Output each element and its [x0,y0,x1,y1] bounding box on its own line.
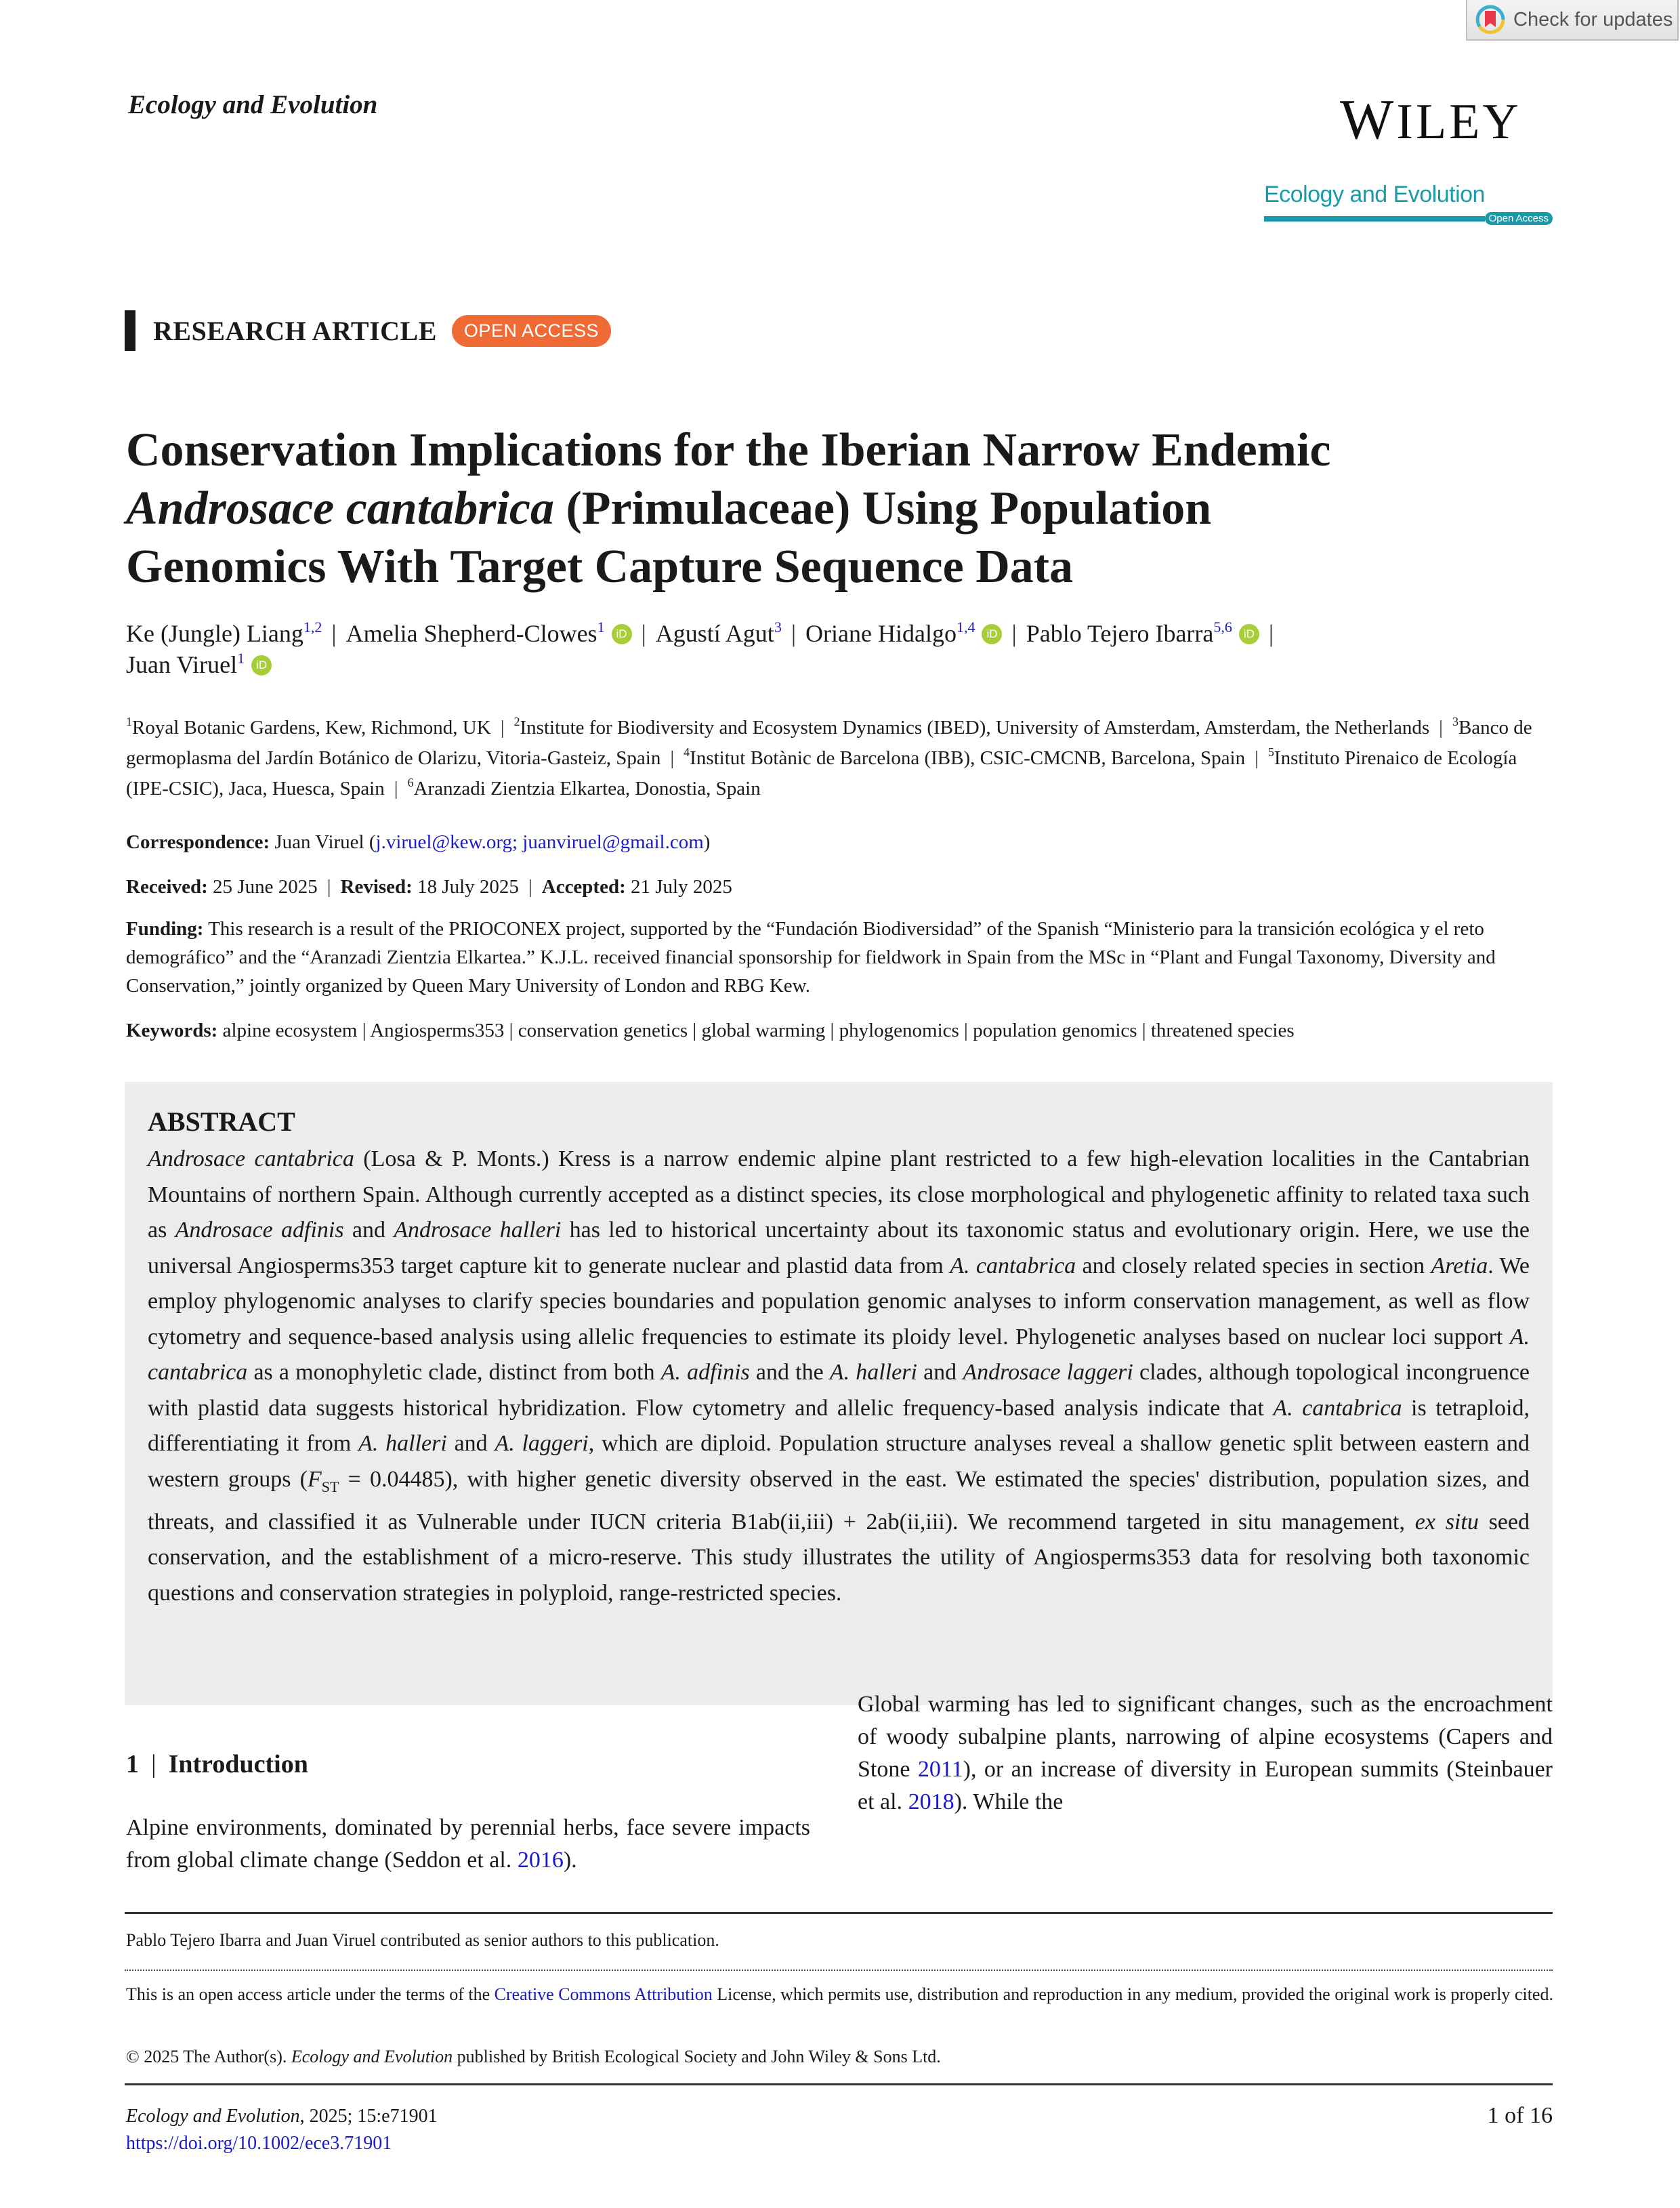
intro-text: Alpine environments, dominated by perennial herbs, face severe impacts from global climate change (Seddon et al. [126,1815,810,1873]
accepted-date: 21 July 2025 [631,876,732,898]
check-for-updates-label: Check for updates [1513,8,1673,30]
author-name: Juan Viruel [126,651,238,678]
footer-volume: , 2025; 15:e71901 [299,2106,438,2127]
keywords-label: Keywords: [126,1020,218,1041]
abstract-italic-run: Androsace adfinis [175,1217,344,1243]
logo-rule [1264,216,1485,222]
abstract-italic-run: A. halleri [358,1431,447,1456]
article-type [125,310,611,351]
abstract-heading: ABSTRACT [148,1106,295,1137]
abstract-run: as a monophyletic clade, distinct from both [247,1360,661,1385]
section-number: 1 [126,1750,139,1778]
abstract-run: , which are diploid. Population structure analyses reveal a shallow genetic split between eastern and western groups ( [148,1431,1530,1492]
title-species: Androsace cantabrica [126,482,554,535]
footer-rule [125,2083,1553,2085]
wiley-logo [1340,87,1521,152]
title-line-2-rest: (Primulaceae) Using Population [553,482,1212,535]
author[interactable] [346,620,632,647]
received-label: Received: [126,876,208,898]
citation-link[interactable]: 2011 [917,1757,963,1782]
journal-logo-bar [1264,212,1553,225]
abstract-box [125,1082,1553,1705]
copyright-note [126,2043,1555,2071]
author-name: Oriane Hidalgo [805,620,957,647]
affiliations [126,713,1555,804]
separator: | [327,876,331,898]
separator: | [791,620,797,647]
article-title [126,421,1562,596]
correspondence-email-link[interactable]: j.viruel@kew.org; juanviruel@gmail.com [375,831,704,853]
funding-text: This research is a result of the PRIOCONEX project, supported by the “Fundación Biodiversidad” of the Spanish “Ministerio para la transición ecológica y el reto demográfico” and the “Aranzadi Zientzia Elkartea.” K.J.L. received financial sponsorship for fieldwork in Spain from the MSc in “Plant and Fungal Taxonomy, Diversity and Conservation,” jointly organized by Queen Mary University of London and RBG Kew. [126,918,1496,997]
cc-license-link[interactable]: Creative Commons Attribution [494,1984,713,2004]
abstract-run: ST [321,1478,339,1495]
article-type-label: RESEARCH ARTICLE [153,315,437,346]
page-number: 1 of 16 [1487,2103,1553,2128]
section-title: Introduction [168,1750,308,1778]
affiliation: Institute for Biodiversity and Ecosystem Dynamics (IBED), University of Amsterdam, Amsterdam, the Netherlands [520,717,1430,738]
author[interactable] [126,651,272,678]
copyright-journal: Ecology and Evolution [291,2047,453,2066]
abstract-italic-run: A. cantabrica [950,1253,1076,1278]
footnote-rule [125,1912,1553,1914]
keyword: threatened species [1150,1020,1295,1041]
abstract-italic-run: Androsace cantabrica [148,1146,354,1171]
footer-journal: Ecology and Evolution [126,2106,300,2127]
abstract-run: and [343,1217,394,1243]
affiliation-ref[interactable]: 1,2 [303,619,322,636]
copyright-text: published by British Ecological Society and John Wiley & Sons Ltd. [453,2047,941,2066]
abstract-italic-run: A. laggeri [495,1431,589,1456]
affiliation-number: 3 [1452,715,1458,728]
title-line-1: Conservation Implications for the Iberian Narrow Endemic [126,424,1331,476]
abstract-run: and closely related species in section [1076,1253,1431,1278]
separator: | [528,876,532,898]
separator: | [670,747,675,769]
abstract-italic-run: A. adfinis [660,1360,750,1385]
abstract-run: and [446,1431,495,1456]
crossmark-icon [1475,5,1505,35]
footer-citation [126,2103,438,2157]
author[interactable] [656,620,782,647]
keyword: alpine ecosystem [222,1020,358,1041]
correspondence-name: Juan Viruel [274,831,364,853]
separator: | [1011,620,1017,647]
keyword: conservation genetics [518,1020,688,1041]
citation-link[interactable]: 2016 [517,1848,564,1873]
affiliation-number: 4 [684,745,690,759]
author-name: Ke (Jungle) Liang [126,620,303,647]
revised-label: Revised: [340,876,413,898]
author[interactable] [1026,620,1259,647]
abstract-run: is tetraploid, differentiating it from [148,1395,1530,1456]
intro-text: ), or an increase of diversity in European summits (Steinbauer et al. [858,1757,1553,1814]
abstract-italic-run: Aretia [1431,1253,1488,1278]
senior-authors-note: Pablo Tejero Ibarra and Juan Viruel contributed as senior authors to this publication. [126,1930,719,1950]
separator: | [331,620,337,647]
journal-logo-text: Ecology and Evolution [1264,182,1485,207]
affiliation-ref[interactable]: 5,6 [1213,619,1232,636]
affiliation-number: 5 [1267,745,1274,759]
intro-text: ). [563,1848,577,1873]
orcid-icon[interactable]: iD [1239,624,1259,644]
abstract-italic-run: Androsace halleri [394,1217,562,1243]
abstract-italic-run: Androsace laggeri [963,1360,1133,1385]
keyword: phylogenomics [839,1020,959,1041]
affiliation: Instituto Pirenaico de Ecología (IPE-CSIC), Jaca, Huesca, Spain [126,747,1517,799]
author-list [126,618,1555,680]
abstract-run: and the [749,1360,830,1385]
abstract-run: seed conservation, and the establishment of a micro-reserve. This study illustrates the utility of Angiosperms353 data for resolving both taxonomic questions and conservation strategies in polyploid, range-restricted species. [148,1509,1530,1606]
copyright-text: © 2025 The Author(s). [126,2047,291,2066]
revised-date: 18 July 2025 [417,876,519,898]
citation-link[interactable]: 2018 [908,1789,954,1814]
intro-column-left [126,1812,810,1877]
separator: | [500,717,505,738]
orcid-icon[interactable]: iD [251,655,272,675]
title-line-3: Genomics With Target Capture Sequence Data [126,541,1074,593]
orcid-icon[interactable]: iD [982,624,1002,644]
wiley-logo-rest: ILEY [1396,94,1521,150]
orcid-icon[interactable]: iD [612,624,632,644]
author[interactable] [126,620,322,647]
affiliation-number: 2 [513,715,520,728]
keyword: Angiosperms353 [370,1020,505,1041]
intro-text: Global warming has led to significant changes, such as the encroachment of woody subalpine plants, narrowing of alpine ecosystems (Capers and Stone [858,1692,1553,1782]
abstract-run: (Losa & P. Monts.) Kress is a narrow endemic alpine plant restricted to a few high-elevation localities in the Cantabrian Mountains of northern Spain. Although currently accepted as a distinct species, its close morphological and phylogenetic affinity to related taxa such as [148,1146,1530,1243]
affiliation-ref[interactable]: 1 [237,650,245,667]
article-type-bar [125,310,135,351]
intro-text: ). While the [954,1789,1064,1814]
footnote-divider [125,1970,1553,1971]
journal-name: Ecology and Evolution [128,90,378,119]
open-access-logo-badge: Open Access [1485,212,1553,225]
abstract-italic-run: A. halleri [829,1360,917,1385]
abstract-run: = 0.04485), with higher genetic diversity observed in the east. We estimated the species' distribution, population sizes, and threats, and classified it as Vulnerable under IUCN criteria B1ab(ii,iii) + 2ab(ii,iii). We recommend targeted in situ management, [148,1466,1530,1535]
abstract-run: has led to historical uncertainty about its taxonomic status and evolutionary origin. Here, we use the universal Angiosperms353 target capture kit to generate nuclear and plastid data from [148,1217,1530,1278]
funding [126,915,1555,1000]
affiliation-ref[interactable]: 1 [597,619,605,636]
separator: | [641,620,646,647]
abstract-run: clades, although topological incongruence with plastid data suggests historical hybridization. Flow cytometry and allelic frequency-based analysis indicate that [148,1360,1530,1421]
license-text: License, which permits use, distribution and reproduction in any medium, provided the original work is properly cited. [712,1984,1553,2004]
separator: | [1255,747,1259,769]
accepted-label: Accepted: [541,876,626,898]
abstract-run: . We employ phylogenomic analyses to clarify species boundaries and population genomic analyses to inform conservation management, as well as flow cytometry and sequence-based analysis using allelic frequencies to estimate its ploidy level. Phylogenetic analyses based on nuclear loci support [148,1253,1530,1350]
correspondence-label: Correspondence: [126,831,270,853]
abstract-italic-run: F [307,1466,322,1492]
author[interactable] [805,620,1002,647]
keyword: global warming [701,1020,826,1041]
wiley-logo-initial: W [1340,88,1397,151]
abstract-italic-run: A. cantabrica [1273,1395,1402,1421]
check-for-updates-button[interactable] [1466,0,1679,41]
abstract-text [148,1142,1530,1611]
license-text: This is an open access article under the terms of the [126,1984,495,2004]
doi-link[interactable]: https://doi.org/10.1002/ece3.71901 [126,2133,392,2154]
keywords: Keywords: alpine ecosystem | Angiosperms353 | conservation genetics | global warming | phylogenomics | population genomics | threatened species [126,1020,1295,1041]
author-name: Pablo Tejero Ibarra [1026,620,1214,647]
license-note [126,1980,1555,2009]
affiliation: Aranzadi Zientzia Elkartea, Donostia, Spain [413,778,761,799]
affiliation: Institut Botànic de Barcelona (IBB), CSIC-CMCNB, Barcelona, Spain [690,747,1246,769]
keyword: population genomics [973,1020,1137,1041]
separator: | [1268,620,1274,647]
correspondence: Correspondence: Juan Viruel (j.viruel@kew.org; juanviruel@gmail.com) [126,831,711,853]
affiliation: Royal Botanic Gardens, Kew, Richmond, UK [132,717,491,738]
affiliation-number: 6 [407,776,414,789]
funding-label: Funding: [126,918,204,940]
abstract-italic-run: ex situ [1414,1509,1479,1535]
author-name: Agustí Agut [655,620,774,647]
abstract-italic-run: A. cantabrica [148,1324,1530,1385]
section-heading-introduction [126,1749,308,1779]
open-access-badge: OPEN ACCESS [452,315,611,347]
separator: | [151,1750,156,1778]
affiliation: Banco de germoplasma del Jardín Botánico de Olarizu, Vitoria-Gasteiz, Spain [126,717,1532,769]
article-dates [126,873,1555,901]
title-line-2 [126,480,1562,538]
affiliation-ref[interactable]: 1,4 [956,619,975,636]
separator: | [394,778,398,799]
affiliation-number: 1 [126,715,132,728]
author-name: Amelia Shepherd-Clowes [345,620,597,647]
affiliation-ref[interactable]: 3 [774,619,782,636]
intro-column-right [858,1688,1553,1818]
separator: | [1439,717,1443,738]
journal-logo [1264,182,1553,225]
abstract-run: and [917,1360,963,1385]
received-date: 25 June 2025 [213,876,318,898]
citation-line [126,2103,438,2130]
